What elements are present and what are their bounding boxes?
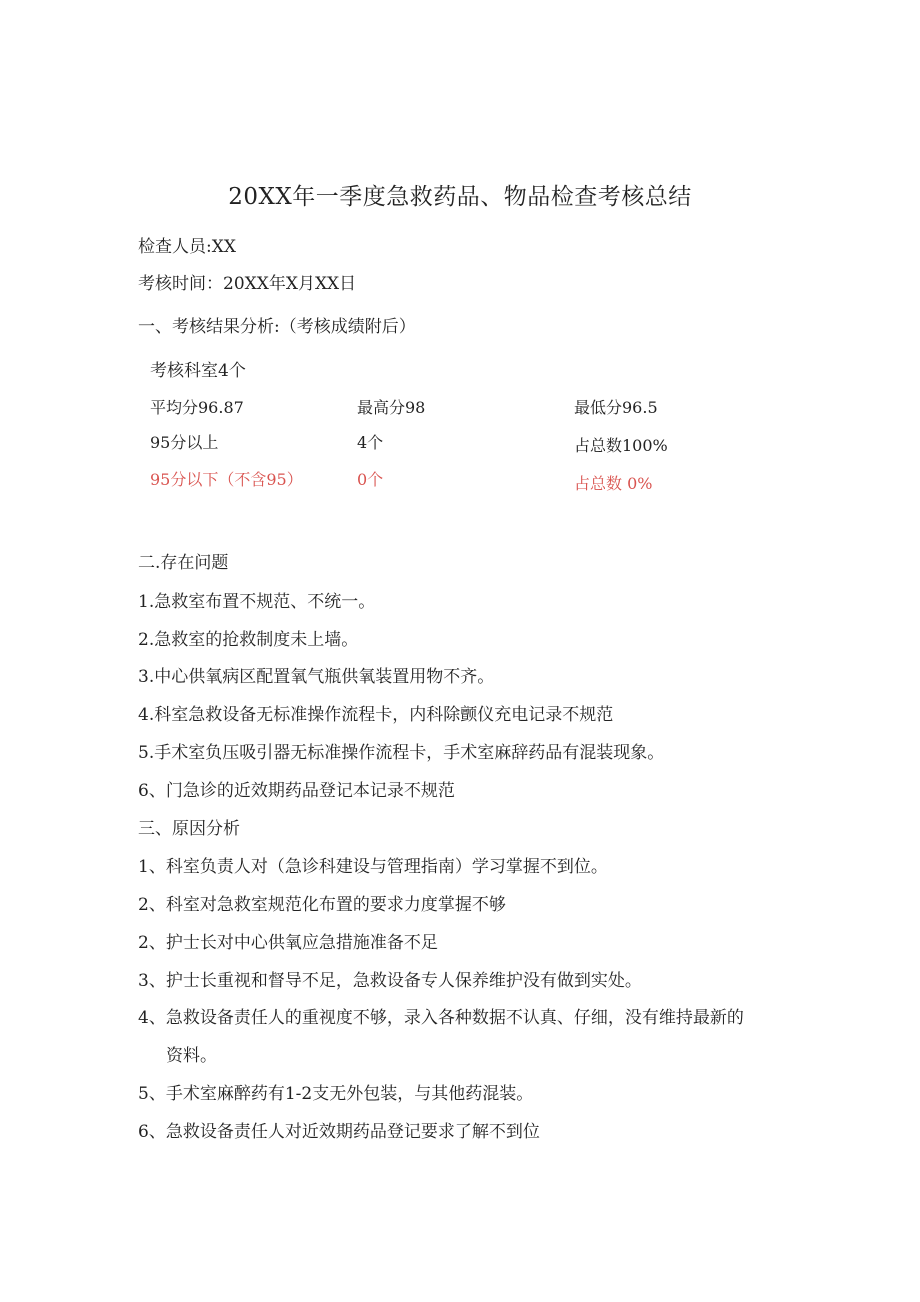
- cause-item: 2、科室对急救室规范化布置的要求力度掌握不够: [138, 895, 506, 915]
- dept-count: 考核科室4个: [150, 361, 246, 381]
- problem-item: 3.中心供氧病区配置氧气瓶供氧装置用物不齐。: [138, 667, 495, 687]
- max-score: 最高分98: [357, 398, 426, 417]
- inspector-line: 检查人员:XX: [138, 237, 236, 257]
- average-score: 平均分96.87: [150, 398, 244, 417]
- below95-count: 0个: [357, 470, 384, 489]
- cause-item-continuation: 资料。: [166, 1046, 217, 1066]
- below95-label: 95分以下（不含95）: [150, 470, 303, 489]
- problem-item: 2.急救室的抢救制度未上墙。: [138, 630, 359, 650]
- cause-item: 1、科室负责人对（急诊科建设与管理指南）学习掌握不到位。: [138, 857, 608, 877]
- cause-item: 3、护士长重视和督导不足，急救设备专人保养维护没有做到实处。: [138, 971, 642, 991]
- section3-heading: 三、原因分析: [138, 819, 240, 839]
- below95-percent: 占总数 0%: [574, 474, 653, 493]
- above95-label: 95分以上: [150, 433, 219, 452]
- cause-item: 4、急救设备责任人的重视度不够，录入各种数据不认真、仔细，没有维持最新的: [138, 1008, 744, 1028]
- problem-item: 6、门急诊的近效期药品登记本记录不规范: [138, 781, 455, 801]
- cause-item: 5、手术室麻醉药有1-2支无外包装，与其他药混装。: [138, 1084, 534, 1104]
- section1-heading: 一、考核结果分析:（考核成绩附后）: [138, 317, 416, 337]
- document-title: 20XX年一季度急救药品、物品检查考核总结: [228, 184, 692, 210]
- exam-time-line: 考核时间：20XX年X月XX日: [138, 274, 357, 294]
- problem-item: 1.急救室布置不规范、不统一。: [138, 592, 376, 612]
- problem-item: 4.科室急救设备无标准操作流程卡，内科除颤仪充电记录不规范: [138, 705, 614, 725]
- above95-percent: 占总数100%: [574, 436, 668, 455]
- section2-heading: 二.存在问题: [138, 553, 229, 573]
- cause-item: 2、护士长对中心供氧应急措施准备不足: [138, 933, 438, 953]
- min-score: 最低分96.5: [574, 398, 658, 417]
- cause-item: 6、急救设备责任人对近效期药品登记要求了解不到位: [138, 1122, 540, 1142]
- above95-count: 4个: [357, 433, 384, 452]
- problem-item: 5.手术室负压吸引器无标准操作流程卡，手术室麻辞药品有混装现象。: [138, 743, 665, 763]
